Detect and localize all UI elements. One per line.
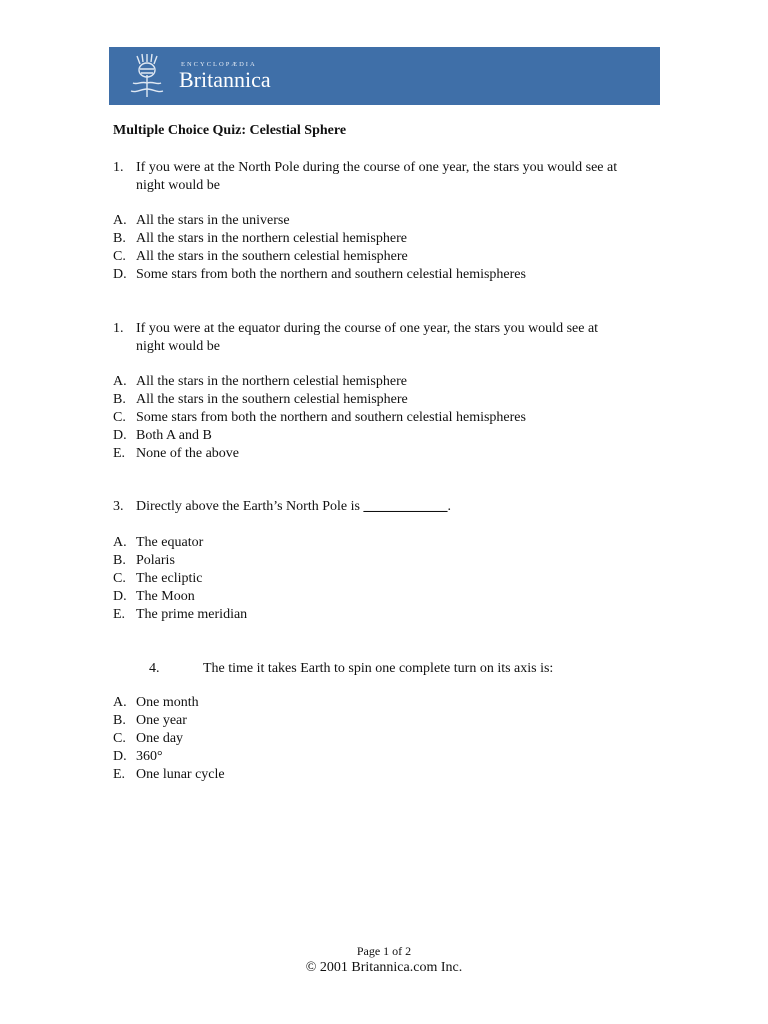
option-text: The ecliptic [136, 571, 203, 586]
brand-name: Britannica [179, 67, 271, 92]
question-number: 4. [149, 661, 160, 676]
option-letter: A. [113, 213, 127, 228]
question-end: . [447, 499, 451, 514]
option-text: All the stars in the southern celestial hemisphere [136, 392, 408, 407]
option-letter: D. [113, 589, 127, 604]
answer-blank: ____________ [363, 499, 448, 514]
option-letter: C. [113, 571, 126, 586]
question-text [136, 498, 451, 516]
question-stem: Directly above the Earth’s North Pole is [136, 499, 360, 514]
option-letter: B. [113, 553, 126, 568]
option-letter: B. [113, 713, 126, 728]
header-banner [109, 47, 660, 105]
option-letter: D. [113, 428, 127, 443]
question-text-continued: night would be [136, 339, 220, 354]
option-text: The prime meridian [136, 607, 248, 622]
option-letter: B. [113, 392, 126, 407]
option-text: Polaris [136, 553, 175, 568]
option-text: All the stars in the northern celestial hemisphere [136, 374, 407, 389]
option-text: All the stars in the universe [136, 213, 290, 228]
option-letter: E. [113, 446, 126, 461]
option-text: All the stars in the southern celestial hemisphere [136, 249, 408, 264]
option-text: Both A and B [136, 428, 212, 443]
question-text: The time it takes Earth to spin one complete turn on its axis is: [203, 661, 554, 676]
option-text: Some stars from both the northern and southern celestial hemispheres [136, 267, 526, 282]
option-letter: A. [113, 535, 127, 550]
option-letter: A. [113, 695, 127, 710]
question-text-continued: night would be [136, 178, 220, 193]
option-text: The Moon [136, 589, 195, 604]
thistle-logo-icon [123, 53, 171, 99]
question-number: 1. [113, 321, 124, 336]
option-letter: D. [113, 749, 127, 764]
copyright: © 2001 Britannica.com Inc. [305, 960, 463, 975]
option-text: All the stars in the northern celestial hemisphere [136, 231, 407, 246]
option-text: One month [136, 695, 199, 710]
quiz-title: Multiple Choice Quiz: Celestial Sphere [113, 123, 347, 138]
question-number: 1. [113, 160, 124, 175]
option-letter: C. [113, 731, 126, 746]
option-text: Some stars from both the northern and southern celestial hemispheres [136, 410, 526, 425]
question-text: If you were at the equator during the course of one year, the stars you would see at [136, 321, 599, 336]
option-letter: A. [113, 374, 127, 389]
option-letter: C. [113, 249, 126, 264]
option-letter: B. [113, 231, 126, 246]
option-letter: E. [113, 607, 126, 622]
option-letter: E. [113, 767, 126, 782]
option-text: One lunar cycle [136, 767, 225, 782]
question-number: 3. [113, 499, 124, 514]
option-text: The equator [136, 535, 204, 550]
option-text: 360° [136, 749, 163, 764]
option-text: None of the above [136, 446, 240, 461]
option-letter: D. [113, 267, 127, 282]
brand-small-text: ENCYCLOPÆDIA [181, 61, 257, 68]
question-text: If you were at the North Pole during the course of one year, the stars you would see at [136, 160, 618, 175]
option-text: One year [136, 713, 187, 728]
option-text: One day [136, 731, 184, 746]
option-letter: C. [113, 410, 126, 425]
page-number: Page 1 of 2 [356, 944, 412, 958]
